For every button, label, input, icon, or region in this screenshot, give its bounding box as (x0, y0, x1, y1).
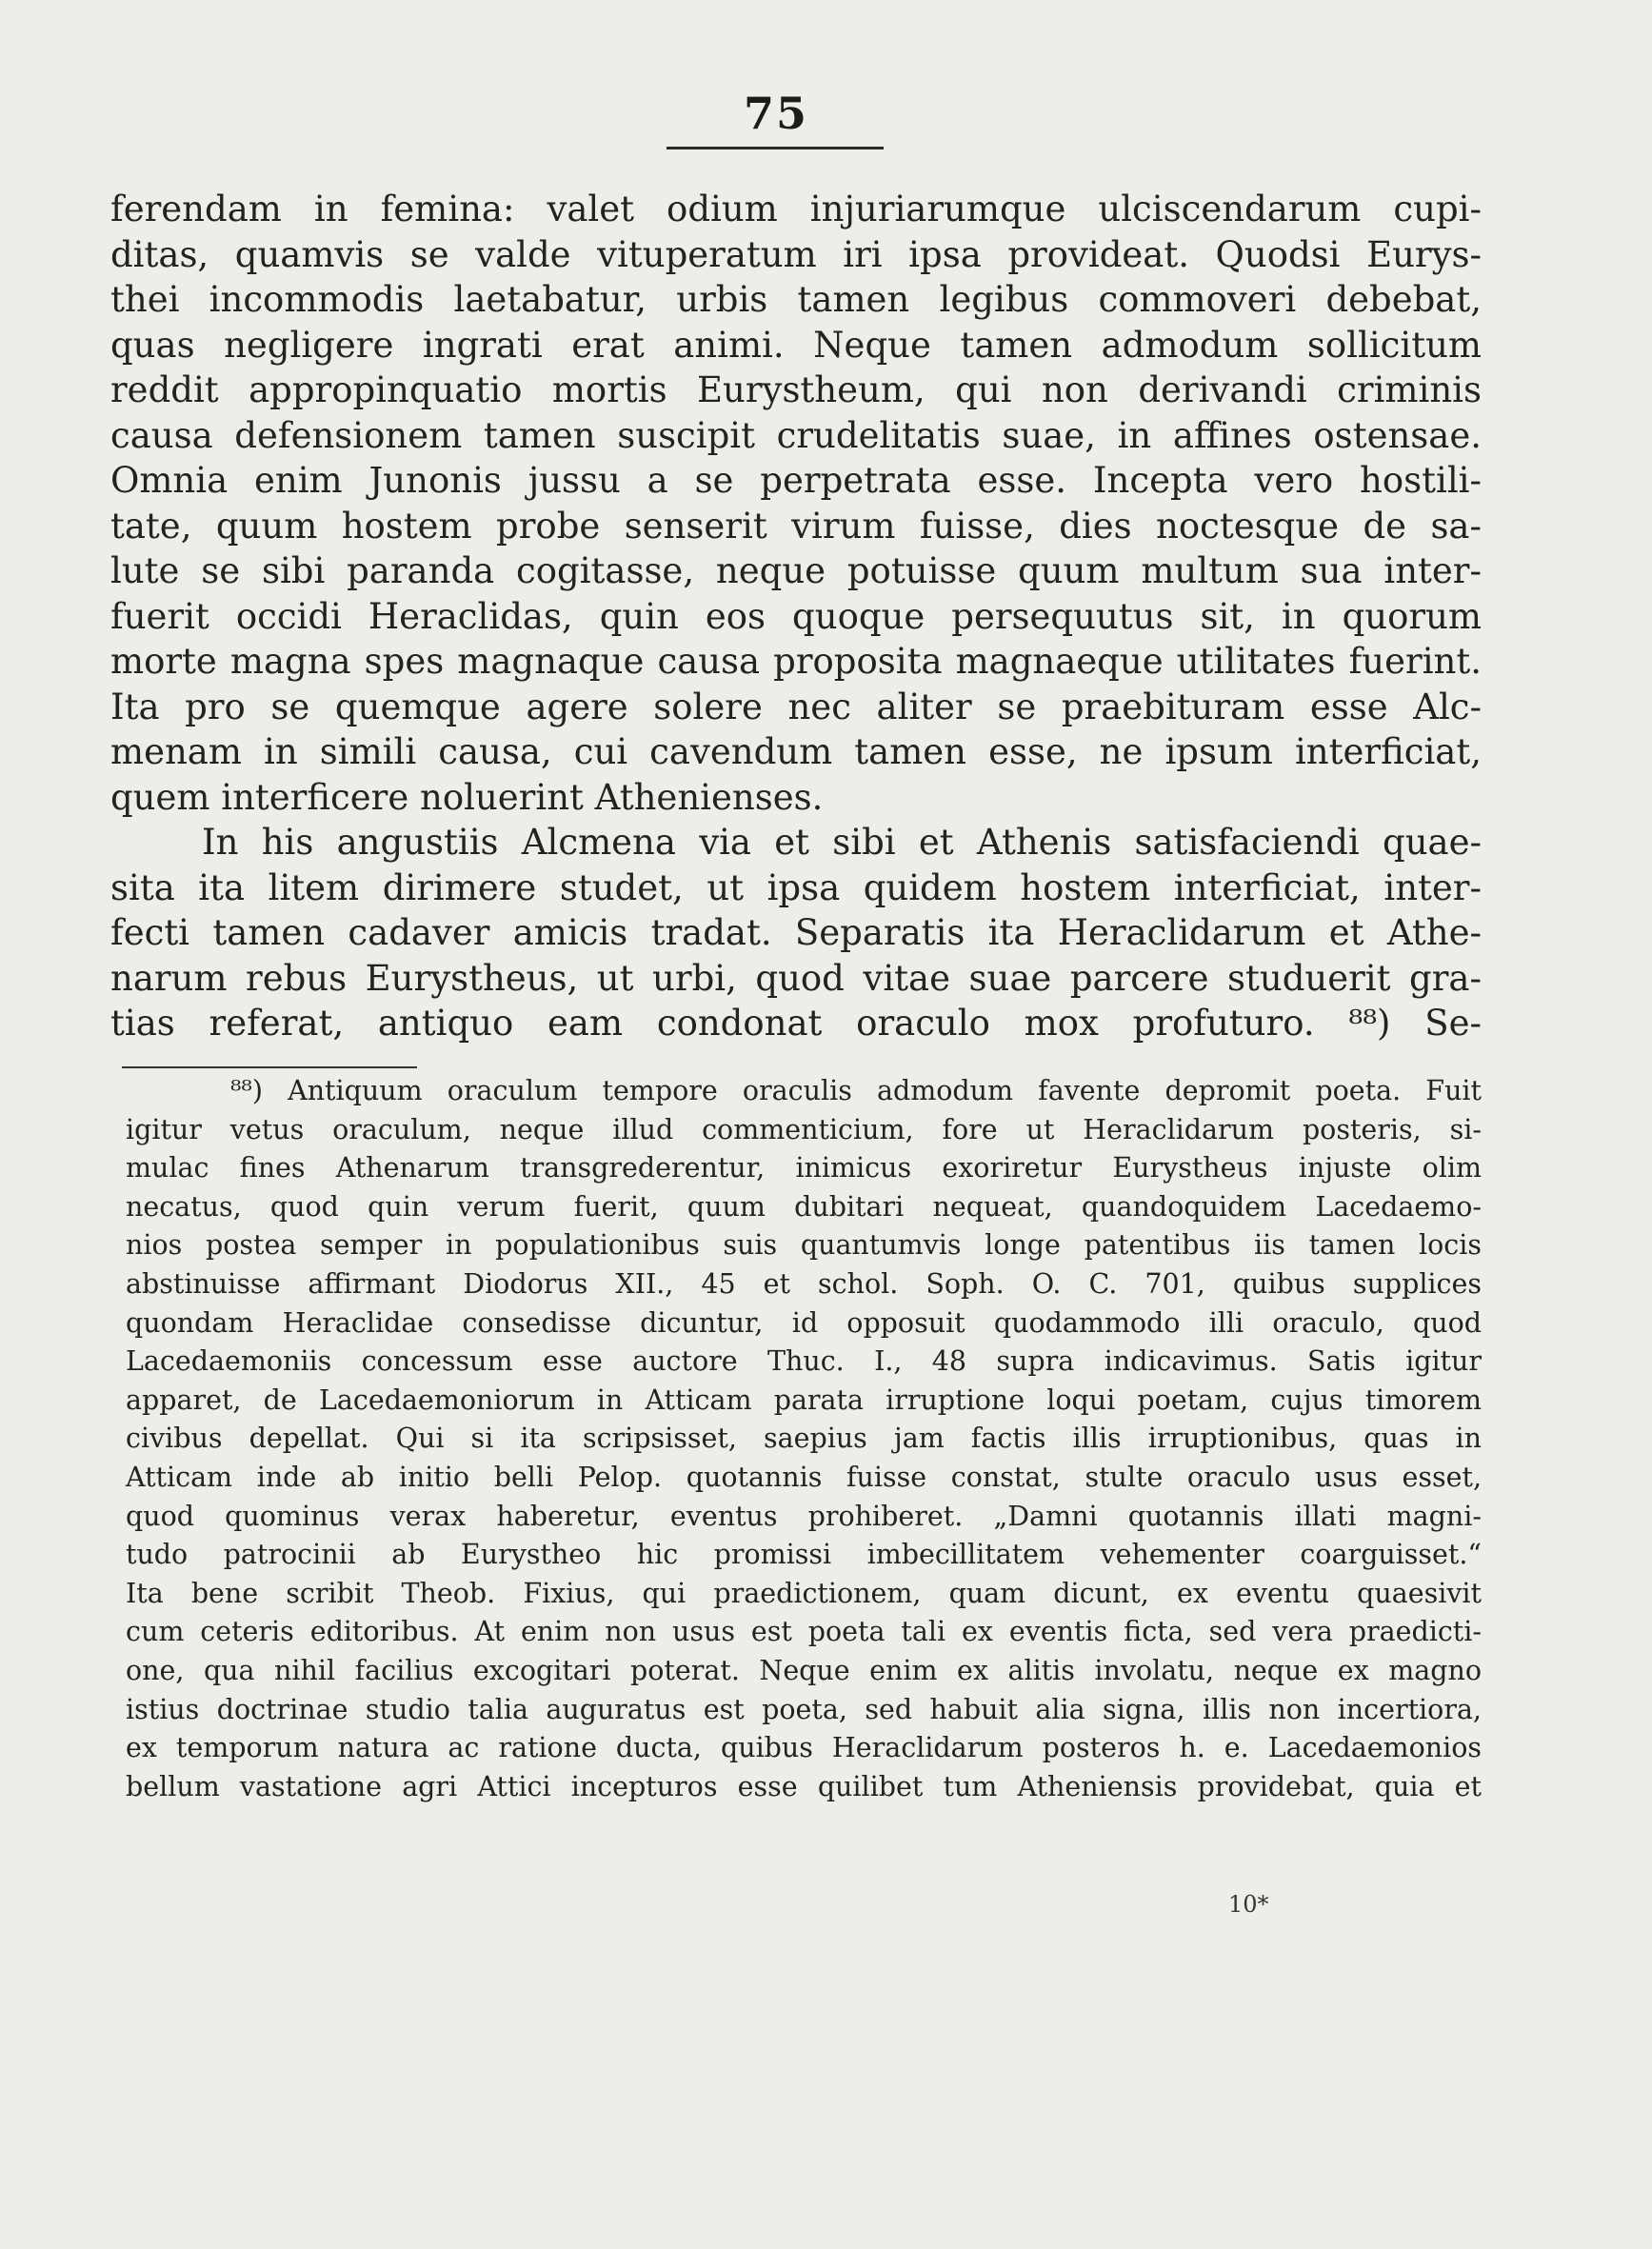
footnote-line: quondam Heraclidae consedisse dicuntur, id opposuit quodammodo illi oraculo, quod (126, 1306, 1482, 1339)
footnote-line: tudo patrocinii ab Eurystheo hic promissi imbecillitatem vehementer coarguisset.“ (126, 1539, 1482, 1571)
header-rule (667, 147, 884, 149)
text-line: causa defensionem tamen suscipit crudelitatis suae, in affines ostensae. (110, 414, 1482, 456)
text-line: Omnia enim Junonis jussu a se perpetrata esse. Incepta vero hostili- (110, 460, 1482, 501)
text-line: narum rebus Eurystheus, ut urbi, quod vitae suae parcere studuerit gra- (110, 957, 1482, 999)
text-line: tias referat, antiquo eam condonat oraculo mox profuturo. ⁸⁸) Se- (110, 1003, 1482, 1044)
footnote-line: necatus, quod quin verum fuerit, quum dubitari nequeat, quandoquidem Lacedaemo- (126, 1190, 1482, 1223)
text-line: sita ita litem dirimere studet, ut ipsa quidem hostem interficiat, inter- (110, 866, 1482, 908)
footnote-88 (126, 1072, 1482, 1806)
main-text (110, 187, 1482, 1046)
footnote-line: mulac fines Athenarum transgrederentur, inimicus exoriretur Eurystheus injuste olim (126, 1152, 1482, 1184)
footnote-line: nios postea semper in populationibus suis quantumvis longe patentibus iis tamen locis (126, 1229, 1482, 1262)
footnote-line: igitur vetus oraculum, neque illud commenticium, fore ut Heraclidarum posteris, si- (126, 1113, 1482, 1145)
footnote-line: ⁸⁸) Antiquum oraculum tempore oraculis admodum favente depromit poeta. Fuit (230, 1075, 1482, 1106)
text-line: Ita pro se quemque agere solere nec aliter se praebituram esse Alc- (110, 686, 1482, 727)
text-line: quas negligere ingrati erat animi. Neque tamen admodum sollicitum (110, 324, 1482, 366)
paragraph-start-line: In his angustiis Alcmena via et sibi et Athenis satisfaciendi quae- (202, 822, 1482, 863)
footnote-line: bellum vastatione agri Attici incepturos esse quilibet tum Atheniensis providebat, quia et (126, 1770, 1482, 1802)
footnote-line: Ita bene scribit Theob. Fixius, qui praedictionem, quam dicunt, ex eventu quaesivit (126, 1577, 1482, 1609)
footnote-line: cum ceteris editoribus. At enim non usus est poeta tali ex eventis ficta, sed vera praedicti- (126, 1616, 1482, 1648)
text-line: fuerit occidi Heraclidas, quin eos quoque persequutus sit, in quorum (110, 595, 1482, 637)
text-line: ferendam in femina: valet odium injuriarumque ulciscendarum cupi- (110, 189, 1482, 229)
footnote-divider (122, 1066, 417, 1068)
text-line: quem interficere noluerint Athenienses. (110, 776, 824, 818)
text-line: reddit appropinquatio mortis Eurystheum, qui non derivandi criminis (110, 369, 1482, 410)
footnote-line: one, qua nihil facilius excogitari poterat. Neque enim ex alitis involatu, neque ex magno (126, 1654, 1482, 1686)
text-line: tate, quum hostem probe senserit virum fuisse, dies noctesque de sa- (110, 505, 1482, 547)
footnote-line: Lacedaemoniis concessum esse auctore Thuc. I., 48 supra indicavimus. Satis igitur (126, 1345, 1482, 1378)
text-line: menam in simili causa, cui cavendum tamen esse, ne ipsum interficiat, (110, 731, 1482, 772)
footnote-line: abstinuisse affirmant Diodorus XII., 45 et schol. Soph. O. C. 701, quibus supplices (126, 1267, 1482, 1300)
page-number: 75 (743, 88, 808, 139)
footnote-line: Atticam inde ab initio belli Pelop. quotannis fuisse constat, stulte oraculo usus esset, (126, 1461, 1482, 1493)
footnote-line: apparet, de Lacedaemoniorum in Atticam parata irruptione loqui poetam, cujus timorem (126, 1383, 1482, 1416)
text-line: fecti tamen cadaver amicis tradat. Separatis ita Heraclidarum et Athe- (110, 912, 1482, 953)
text-line: lute se sibi paranda cogitasse, neque potuisse quum multum sua inter- (110, 550, 1482, 591)
text-line: thei incommodis laetabatur, urbis tamen legibus commoveri debebat, (110, 279, 1482, 320)
footnote-line: civibus depellat. Qui si ita scripsisset, saepius jam factis illis irruptionibus, quas in (126, 1423, 1482, 1455)
footnote-line: quod quominus verax haberetur, eventus prohiberet. „Damni quotannis illati magni- (126, 1500, 1482, 1532)
text-line: ditas, quamvis se valde vituperatum iri ipsa provideat. Quodsi Eurys- (110, 233, 1482, 275)
footnote-line: istius doctrinae studio talia auguratus est poeta, sed habuit alia signa, illis non incertiora, (126, 1693, 1482, 1725)
signature-mark: 10* (1228, 1891, 1269, 1918)
text-line: morte magna spes magnaque causa proposita magnaeque utilitates fuerint. (110, 641, 1482, 682)
footnote-line: ex temporum natura ac ratione ducta, quibus Heraclidarum posteros h. e. Lacedaemonios (126, 1732, 1482, 1764)
